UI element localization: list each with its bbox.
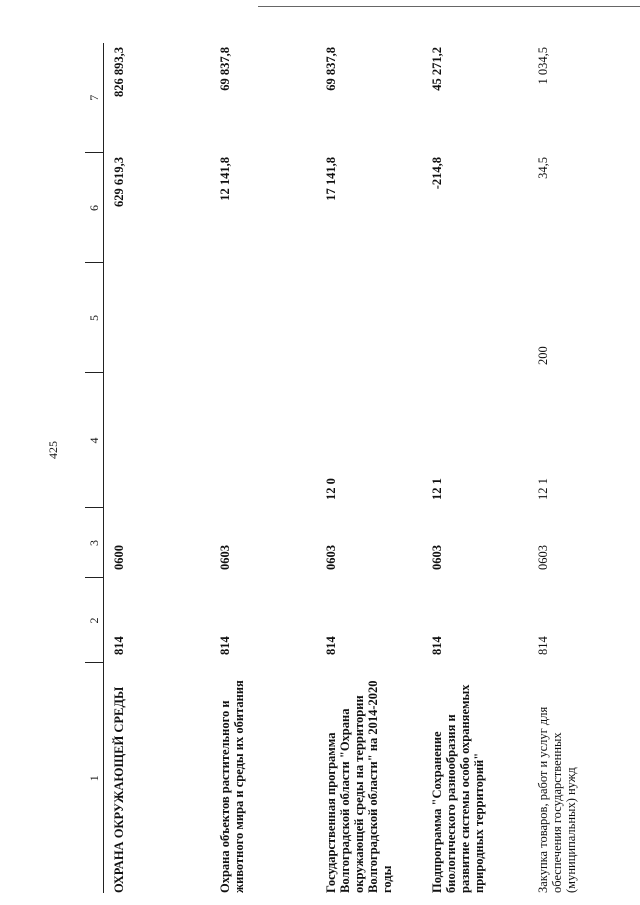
table-row: [210, 43, 316, 893]
row-name: Охрана объектов растительного и животного мира и среды их обитания: [218, 680, 246, 893]
table-row: [104, 43, 211, 893]
cell-ministry: 814: [430, 636, 444, 655]
cell-section: 0600: [112, 545, 126, 570]
header-cell: 7: [85, 43, 104, 153]
cell-total: 69 837,8: [324, 47, 338, 91]
cell-total: 45 271,2: [430, 47, 444, 91]
header-cell: 1: [85, 663, 104, 893]
cell-expense-type: [104, 263, 211, 373]
budget-table-container: [85, 43, 615, 893]
cell-change: 12 141,8: [218, 157, 232, 201]
row-name: Подпрограмма "Сохранение биологического разнообразия и развитие системы особо охраняемых природных территорий": [430, 684, 486, 893]
table-row: [316, 43, 422, 893]
cell-section: 0603: [536, 545, 550, 570]
cell-ministry: 814: [324, 636, 338, 655]
cell-target: 12 0: [324, 478, 338, 500]
table-row: [422, 43, 528, 893]
cell-section: 0603: [218, 545, 232, 570]
cell-expense-type: [422, 263, 528, 373]
cell-expense-type: [316, 263, 422, 373]
budget-table: [85, 43, 634, 893]
cell-change: 629 619,3: [112, 157, 126, 207]
cell-section: 0603: [324, 545, 338, 570]
cell-expense-type: [210, 263, 316, 373]
cell-ministry: 814: [218, 636, 232, 655]
cell-total: 69 837,8: [218, 47, 232, 91]
cell-target: [210, 373, 316, 508]
header-cell: 2: [85, 578, 104, 663]
row-name: Государственная программа Волгоградской области "Охрана окружающей среды на территории Волгоградской области" на 2014-2020 годы: [324, 680, 394, 893]
table-row: [528, 43, 634, 893]
header-cell: 4: [85, 373, 104, 508]
header-cell: 3: [85, 508, 104, 578]
cell-change: -214,8: [430, 157, 444, 190]
top-rule: [258, 6, 640, 7]
cell-total: 826 893,3: [112, 47, 126, 97]
header-row: [85, 43, 104, 893]
cell-target: 12 1: [536, 478, 550, 500]
cell-change: 17 141,8: [324, 157, 338, 201]
cell-total: 1 034,5: [536, 47, 550, 85]
row-name: Закупка товаров, работ и услуг для обеспечения государственных (муниципальных) нужд: [536, 706, 578, 893]
cell-ministry: 814: [536, 636, 550, 655]
header-cell: 5: [85, 263, 104, 373]
header-cell: 6: [85, 153, 104, 263]
cell-target: 12 1: [430, 478, 444, 500]
cell-section: 0603: [430, 545, 444, 570]
cell-target: [104, 373, 211, 508]
cell-change: 34,5: [536, 157, 550, 179]
row-name: ОХРАНА ОКРУЖАЮЩЕЙ СРЕДЫ: [112, 686, 126, 893]
cell-ministry: 814: [112, 636, 126, 655]
cell-expense-type: 200: [536, 346, 550, 365]
page-number: 425: [46, 441, 60, 459]
